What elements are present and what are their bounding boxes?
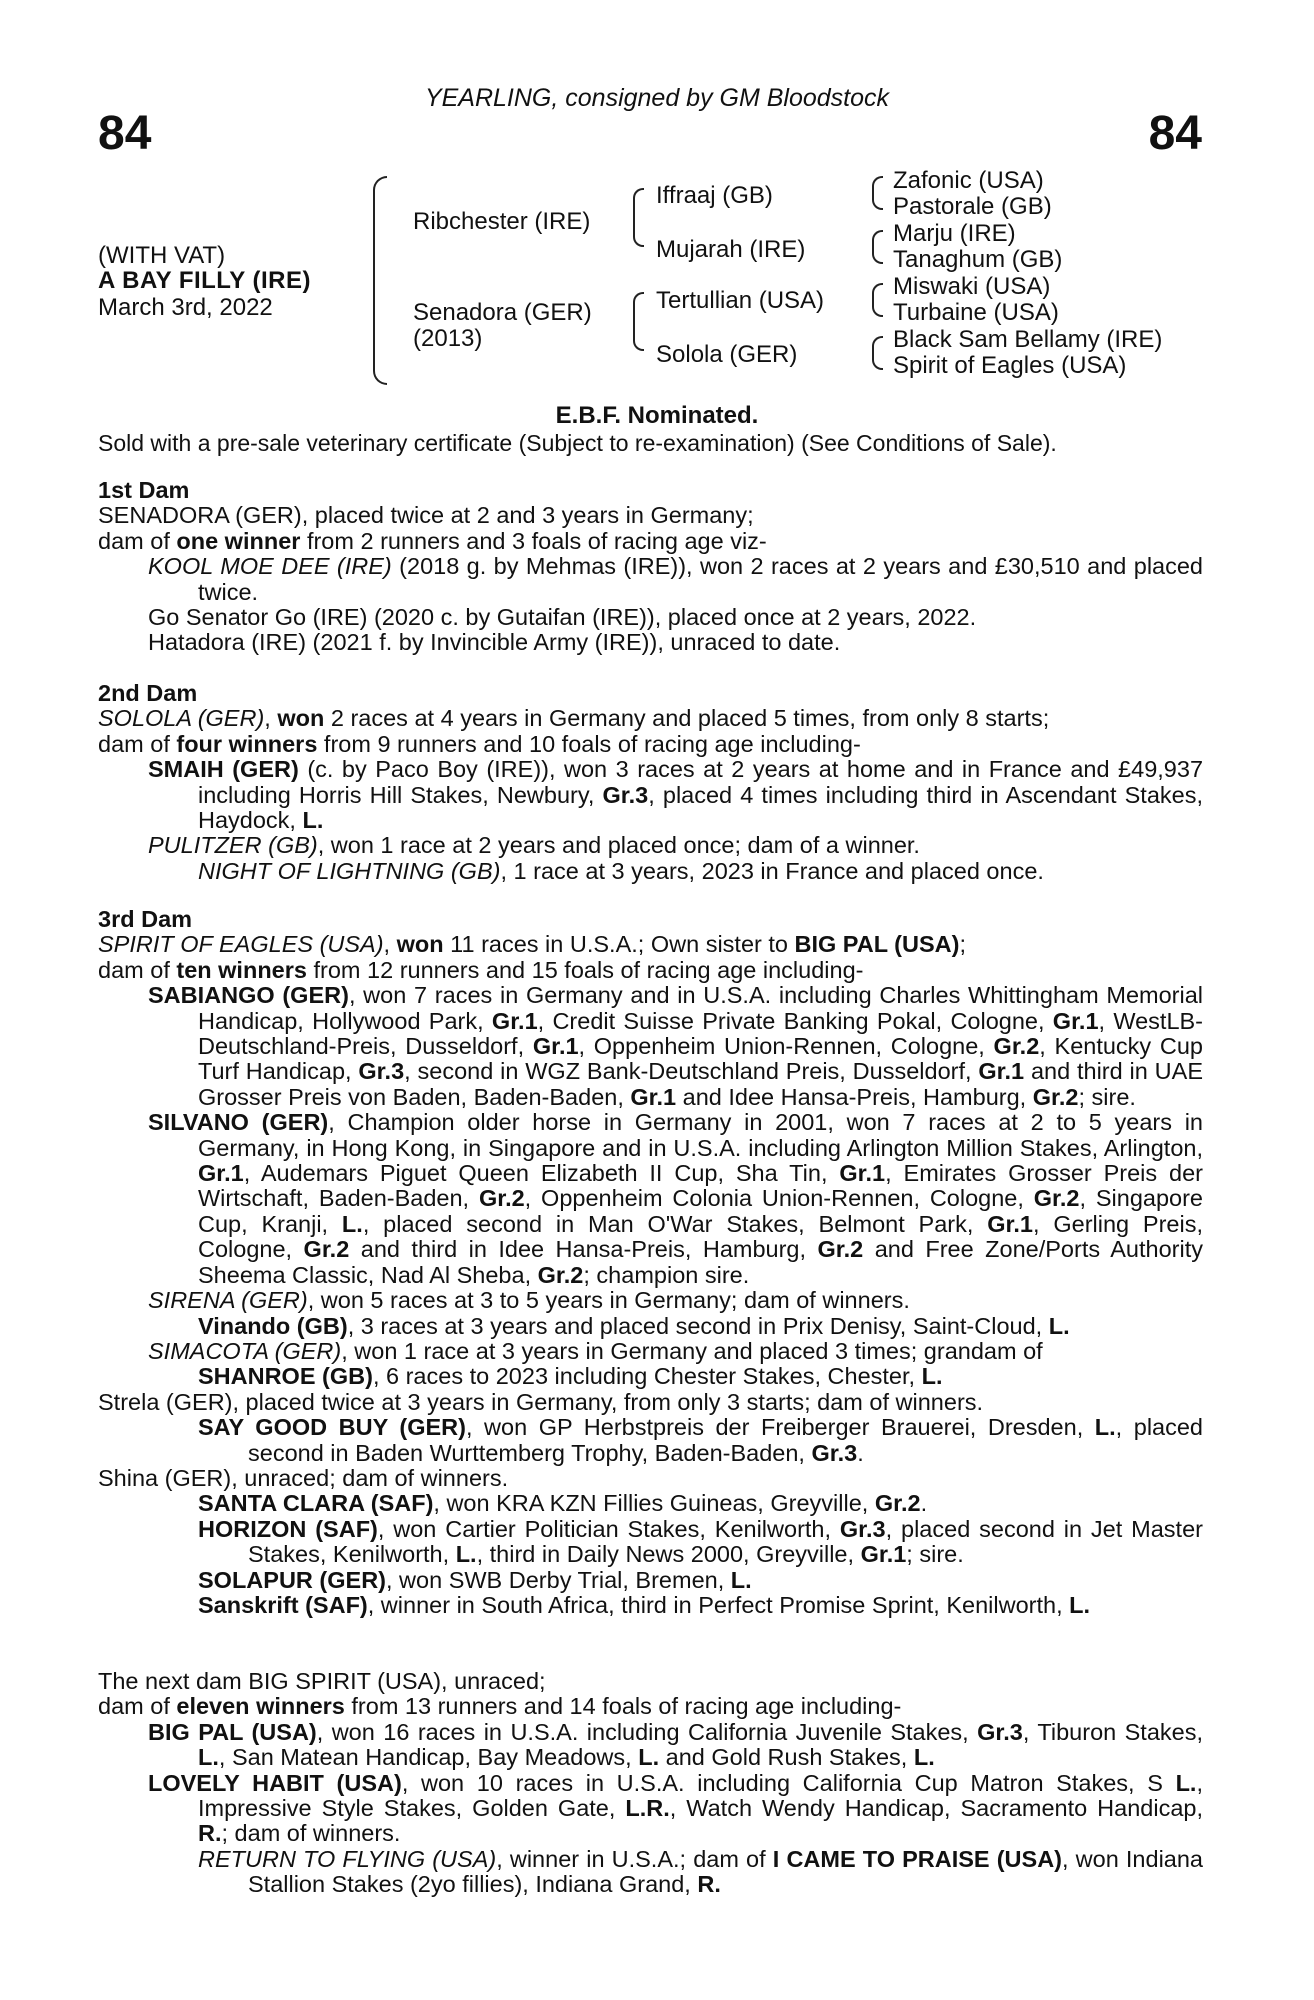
lot-number-left: 84 (98, 107, 152, 160)
progeny-entry: HORIZON (SAF), won Cartier Politician Stakes, Kenilworth, Gr.3, placed second in Jet Master Stakes, Kenilworth, L., third in Daily News 2000, Greyville, Gr.1; sire. (198, 1515, 1203, 1568)
progeny-entry: SOLAPUR (GER), won SWB Derby Trial, Bremen, L. (198, 1566, 752, 1593)
sire-name: Ribchester (IRE) (413, 208, 591, 235)
progeny-entry: RETURN TO FLYING (USA), winner in U.S.A.; dam of I CAME TO PRAISE (USA), won Indiana Stallion Stakes (2yo fillies), Indiana Grand, R. (198, 1845, 1203, 1898)
sire-sire-name: Iffraaj (GB) (656, 182, 773, 209)
horse-name: A BAY FILLY (IRE) (98, 267, 311, 294)
granddam-1: Pastorale (GB) (893, 193, 1052, 220)
granddam-4: Spirit of Eagles (USA) (893, 352, 1127, 379)
page-header: YEARLING, consigned by GM Bloodstock (424, 84, 890, 112)
pedigree-brace (633, 292, 644, 351)
dam-produce-line: dam of eleven winners from 13 runners and 14 foals of racing age including- (98, 1693, 902, 1720)
dam-year: (2013) (413, 325, 483, 352)
progeny-entry: SHANROE (GB), 6 races to 2023 including Chester Stakes, Chester, L. (198, 1363, 943, 1390)
foaling-date: March 3rd, 2022 (98, 294, 273, 321)
progeny-entry: SIRENA (GER), won 5 races at 3 to 5 years in Germany; dam of winners. (148, 1287, 910, 1314)
progeny-entry: PULITZER (GB), won 1 race at 2 years and placed once; dam of a winner. (148, 832, 920, 859)
section-heading: 2nd Dam (98, 680, 198, 706)
progeny-entry: SIMACOTA (GER), won 1 race at 3 years in Germany and placed 3 times; grandam of (148, 1337, 1043, 1364)
vat-note: (WITH VAT) (98, 242, 226, 269)
pedigree-brace (872, 230, 883, 264)
first-dam-section (98, 478, 1203, 656)
dam-dam-name: Solola (GER) (656, 341, 798, 368)
section-heading: 3rd Dam (98, 906, 193, 932)
progeny-entry: SILVANO (GER), Champion older horse in Germany in 2001, won 7 races at 2 to 5 years in Germany, in Hong Kong, in Singapore and in U.S.A. including Arlington Million Stakes, Arlington, Gr.1, Audemars Piguet Queen Elizabeth II Cup, Sha Tin, Gr.1, Emirates Grosser Preis der Wirtschaft, Baden-Baden, Gr.2, Oppenheim Colonia Union-Rennen, Cologne, Gr.2, Singapore Cup, Kranji, L., placed second in Man O'War Stakes, Belmont Park, Gr.1, Gerling Preis, Cologne, Gr.2 and third in Idee Hansa-Preis, Hamburg, Gr.2 and Free Zone/Ports Authority Sheema Classic, Nad Al Sheba, Gr.2; champion sire. (148, 1109, 1204, 1288)
grandsire-3: Miswaki (USA) (893, 273, 1051, 300)
grandsire-4: Black Sam Bellamy (IRE) (893, 326, 1163, 353)
progeny-entry: Sanskrift (SAF), winner in South Africa, third in Perfect Promise Sprint, Kenilworth, L. (198, 1591, 1091, 1618)
progeny-entry: Hatadora (IRE) (2021 f. by Invincible Army (IRE)), unraced to date. (148, 629, 841, 656)
dam-produce-line: dam of four winners from 9 runners and 10 foals of racing age including- (98, 730, 861, 757)
dam-produce-line: dam of ten winners from 12 runners and 15 foals of racing age including- (98, 956, 864, 983)
section-heading: 1st Dam (98, 477, 190, 503)
next-dam-section (98, 1669, 1203, 1898)
sire-dam-name: Mujarah (IRE) (656, 236, 806, 263)
second-dam-section (98, 681, 1203, 884)
pedigree-brace (633, 188, 644, 247)
grandsire-2: Marju (IRE) (893, 220, 1016, 247)
ebf-nominated: E.B.F. Nominated. (555, 402, 759, 429)
progeny-entry: Strela (GER), placed twice at 3 years in Germany, from only 3 starts; dam of winners. (98, 1388, 984, 1415)
progeny-entry: SAY GOOD BUY (GER), won GP Herbstpreis der Freiberger Brauerei, Dresden, L., placed second in Baden Wurttemberg Trophy, Baden-Baden, Gr.3. (198, 1414, 1204, 1466)
progeny-entry: NIGHT OF LIGHTNING (GB), 1 race at 3 years, 2023 in France and placed once. (198, 857, 1044, 884)
progeny-entry: BIG PAL (USA), won 16 races in U.S.A. including California Juvenile Stakes, Gr.3, Tiburon Stakes, L., San Matean Handicap, Bay Meadows, L. and Gold Rush Stakes, L. (148, 1718, 1204, 1771)
pedigree-table (0, 167, 1314, 395)
progeny-entry: Vinando (GB), 3 races at 3 years and placed second in Prix Denisy, Saint-Cloud, L. (198, 1312, 1070, 1339)
progeny-entry: SABIANGO (GER), won 7 races in Germany and in U.S.A. including Charles Whittingham Memorial Handicap, Hollywood Park, Gr.1, Credit Suisse Private Banking Pokal, Cologne, Gr.1, WestLB-Deutschland-Preis, Dusseldorf, Gr.1, Oppenheim Union-Rennen, Cologne, Gr.2, Kentucky Cup Turf Handicap, Gr.3, second in WGZ Bank-Deutschland Preis, Dusseldorf, Gr.1 and third in UAE Grosser Preis von Baden, Baden-Baden, Gr.1 and Idee Hansa-Preis, Hamburg, Gr.2; sire. (148, 982, 1204, 1110)
third-dam-section (98, 907, 1203, 1618)
dam-sire-name: Tertullian (USA) (656, 287, 825, 314)
progeny-entry: Go Senator Go (IRE) (2020 c. by Gutaifan (IRE)), placed once at 2 years, 2022. (148, 604, 977, 631)
granddam-3: Turbaine (USA) (893, 299, 1059, 326)
dam-line: The next dam BIG SPIRIT (USA), unraced; (98, 1668, 546, 1694)
pedigree-brace (872, 176, 883, 210)
dam-name: Senadora (GER) (413, 299, 592, 326)
dam-produce-line: dam of one winner from 2 runners and 3 foals of racing age viz- (98, 527, 767, 554)
progeny-entry: LOVELY HABIT (USA), won 10 races in U.S.A. including California Cup Matron Stakes, S L., Impressive Style Stakes, Golden Gate, L.R., Watch Wendy Handicap, Sacramento Handicap, R.; dam of winners. (148, 1769, 1203, 1847)
pedigree-brace (373, 176, 387, 385)
pedigree-brace (872, 336, 883, 370)
progeny-entry: SANTA CLARA (SAF), won KRA KZN Fillies Guineas, Greyville, Gr.2. (198, 1490, 928, 1517)
grandsire-1: Zafonic (USA) (893, 167, 1044, 194)
pedigree-brace (872, 283, 883, 317)
granddam-2: Tanaghum (GB) (893, 246, 1063, 273)
progeny-entry: SMAIH (GER) (c. by Paco Boy (IRE)), won 3 races at 2 years at home and in France and £49,937 including Horris Hill Stakes, Newbury, Gr.3, placed 4 times including third in Ascendant Stakes, Haydock, L. (148, 756, 1204, 834)
lot-number-right: 84 (1148, 107, 1202, 160)
dam-line: SPIRIT OF EAGLES (USA), won 11 races in U.S.A.; Own sister to BIG PAL (USA); (98, 931, 966, 958)
progeny-entry: Shina (GER), unraced; dam of winners. (98, 1464, 509, 1491)
dam-line: SOLOLA (GER), won 2 races at 4 years in Germany and placed 5 times, from only 8 starts; (98, 705, 1050, 732)
progeny-entry: KOOL MOE DEE (IRE) (2018 g. by Mehmas (IRE)), won 2 races at 2 years and £30,510 and placed twice. (148, 553, 1204, 605)
dam-line: SENADORA (GER), placed twice at 2 and 3 years in Germany; (98, 502, 754, 529)
vet-certificate-note: Sold with a pre-sale veterinary certificate (Subject to re-examination) (See Conditions of Sale). (98, 430, 1057, 456)
